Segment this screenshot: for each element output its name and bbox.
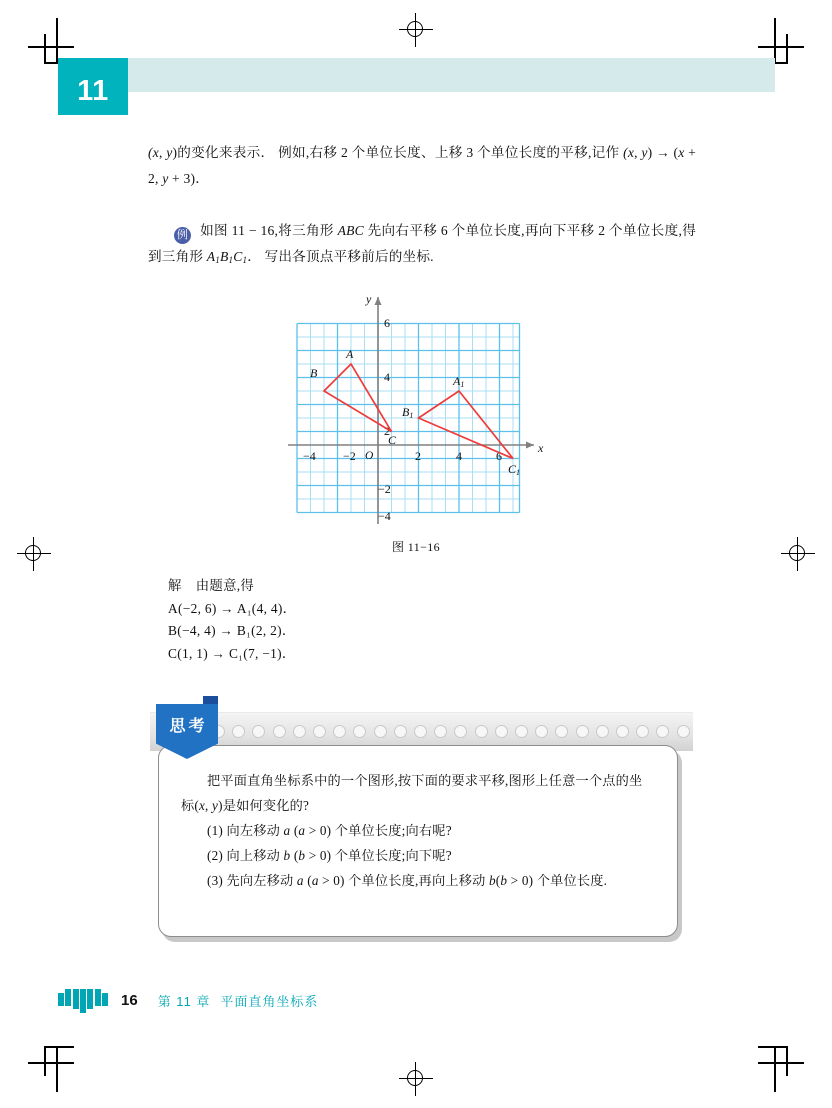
svg-text:−4: −4 (378, 509, 391, 523)
binder-hole (353, 725, 366, 738)
binder-hole (374, 725, 387, 738)
binder-hole (636, 725, 649, 738)
binder-hole (252, 725, 265, 738)
binder-holes (212, 725, 690, 739)
solution-line-b: B(−4, 4) → B₁(2, 2)． (168, 623, 296, 638)
solution-heading (168, 575, 688, 598)
think-item-1: (1) 向左移动 a (a > 0) 个单位长度;向右呢? (207, 823, 452, 838)
binder-hole (454, 725, 467, 738)
svg-text:O: O (365, 450, 374, 462)
svg-text:6: 6 (496, 449, 502, 463)
binder-hole (495, 725, 508, 738)
binder-hole (434, 725, 447, 738)
svg-text:4: 4 (384, 370, 390, 384)
footer-chapter-title: 平面直角坐标系 (220, 993, 319, 1009)
svg-text:A: A (346, 347, 354, 361)
svg-text:2: 2 (384, 424, 390, 438)
binder-hole (596, 725, 609, 738)
footer-chapter (158, 991, 319, 1010)
svg-text:B1: B1 (402, 405, 414, 420)
binder-hole (677, 725, 690, 738)
binder-hole (576, 725, 589, 738)
chapter-number: 11 (77, 74, 109, 107)
solution-block (168, 575, 688, 665)
binder-hole (394, 725, 407, 738)
svg-text:−4: −4 (303, 449, 316, 463)
registration-mark-bottom (399, 1062, 433, 1096)
svg-text:2: 2 (415, 449, 421, 463)
binder-hole (232, 725, 245, 738)
binder-hole (414, 725, 427, 738)
think-badge-label: 思考 (169, 718, 208, 735)
svg-text:y: y (366, 292, 372, 306)
binder-hole (475, 725, 488, 738)
solution-heading-text: 由题意,得 (195, 578, 255, 593)
think-text (181, 768, 655, 893)
page-number: 16 (121, 991, 138, 1009)
footer-dot-logo-icon (58, 989, 114, 1011)
binder-hole (616, 725, 629, 738)
solution-line-a: A(−2, 6) → A₁(4, 4)． (168, 600, 297, 616)
binder-hole (555, 725, 568, 738)
figure-caption: 图 11−16 (391, 540, 441, 554)
svg-text:−2: −2 (343, 449, 356, 463)
solution-keyword: 解 (168, 578, 182, 593)
svg-text:C: C (388, 433, 397, 447)
coordinate-figure (0, 0, 832, 545)
crop-mark-bottom-right (758, 1046, 804, 1092)
binder-hole (273, 725, 286, 738)
binder-hole (313, 725, 326, 738)
svg-text:C1: C1 (508, 462, 521, 477)
think-badge (156, 704, 218, 759)
page-footer (58, 988, 318, 1012)
example-paragraph: 例 如图 11 − 16,将三角形 ABC 先向右平移 6 个单位长度,再向下平移 2 个单位长度,得到三角形 $A_1B_1C_1$． 写出各顶点平移前后的坐标. (148, 223, 696, 265)
svg-text:x: x (538, 441, 544, 455)
think-box-body (158, 745, 678, 937)
binder-hole (535, 725, 548, 738)
binder-hole (333, 725, 346, 738)
think-box (150, 712, 693, 944)
binder-hole (656, 725, 669, 738)
svg-text:4: 4 (456, 449, 462, 463)
binder-hole (293, 725, 306, 738)
svg-text:−2: −2 (378, 482, 391, 496)
think-intro: 把平面直角坐标系中的一个图形,按下面的要求平移,图形上任意一个点的坐标(x, y)是如何变化的? (181, 773, 643, 813)
example-badge-icon: 例 (174, 227, 191, 244)
svg-text:6: 6 (384, 316, 390, 330)
think-item-3: (3) 先向左移动 a (a > 0) 个单位长度,再向上移动 b(b > 0) 个单位长度. (207, 873, 608, 888)
paragraph-intro: (x, y)的变化来表示． 例如,右移 2 个单位长度、上移 3 个单位长度的平移,记作 (x, y) → (x + 2, y + 3)． (148, 145, 696, 186)
crop-mark-bottom-left (28, 1046, 74, 1092)
svg-text:B: B (310, 366, 318, 380)
think-item-2: (2) 向上移动 b (b > 0) 个单位长度;向下呢? (207, 848, 452, 863)
svg-text:A1: A1 (453, 374, 465, 389)
footer-chapter-label: 第 11 章 (157, 993, 211, 1009)
solution-line-c: C(1, 1) → C₁(7, −1)． (168, 645, 296, 661)
binder-hole (515, 725, 528, 738)
